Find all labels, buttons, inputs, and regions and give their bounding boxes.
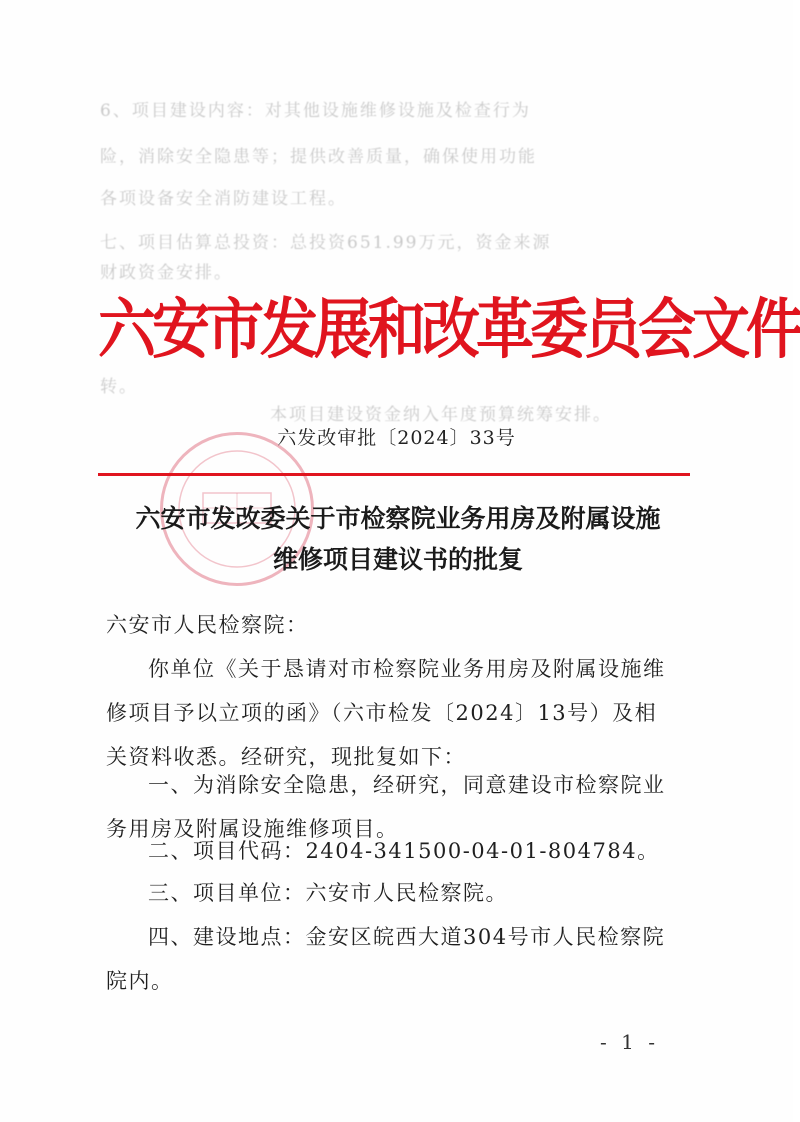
body-paragraph-intro: 你单位《关于恳请对市检察院业务用房及附属设施维修项目予以立项的函》（六市检发〔2024〕13号）及相关资料收悉。经研究，现批复如下： xyxy=(106,657,666,769)
bleed-through-line: 财政资金安排。 xyxy=(100,263,233,283)
bleed-through-line: 6、项目建设内容：对其他设施维修设施及检查行为 xyxy=(100,101,531,121)
bleed-through-line: 转。 xyxy=(100,377,138,397)
body-item-4: 四、建设地点：金安区皖西大道304号市人民检察院院内。 xyxy=(106,925,666,993)
salutation: 六安市人民检察院： xyxy=(106,613,309,637)
document-title-line1: 六安市发改委关于市检察院业务用房及附属设施 xyxy=(135,504,661,533)
body-item-2: 二、项目代码：2404-341500-04-01-804784。 xyxy=(148,839,660,863)
page-number: - 1 - xyxy=(600,1030,659,1054)
bleed-through-line: 险，消除安全隐患等；提供改善质量，确保使用功能 xyxy=(100,147,537,167)
bleed-through-line: 本项目建设资金纳入年度预算统筹安排。 xyxy=(270,405,612,425)
bleed-through-line: 各项设备安全消防建设工程。 xyxy=(100,189,347,209)
document-number: 六发改审批〔2024〕33号 xyxy=(277,427,516,449)
red-divider-line xyxy=(98,473,690,476)
body-item-3: 三、项目单位：六安市人民检察院。 xyxy=(148,881,508,905)
masthead-title: 六安市发展和改革委员会文件 xyxy=(98,290,800,368)
bleed-through-line: 七、项目估算总投资：总投资651.99万元，资金来源 xyxy=(100,233,552,253)
document-title-line2: 维修项目建议书的批复 xyxy=(272,545,523,574)
body-item-1: 一、为消除安全隐患，经研究，同意建设市检察院业务用房及附属设施维修项目。 xyxy=(106,773,666,841)
